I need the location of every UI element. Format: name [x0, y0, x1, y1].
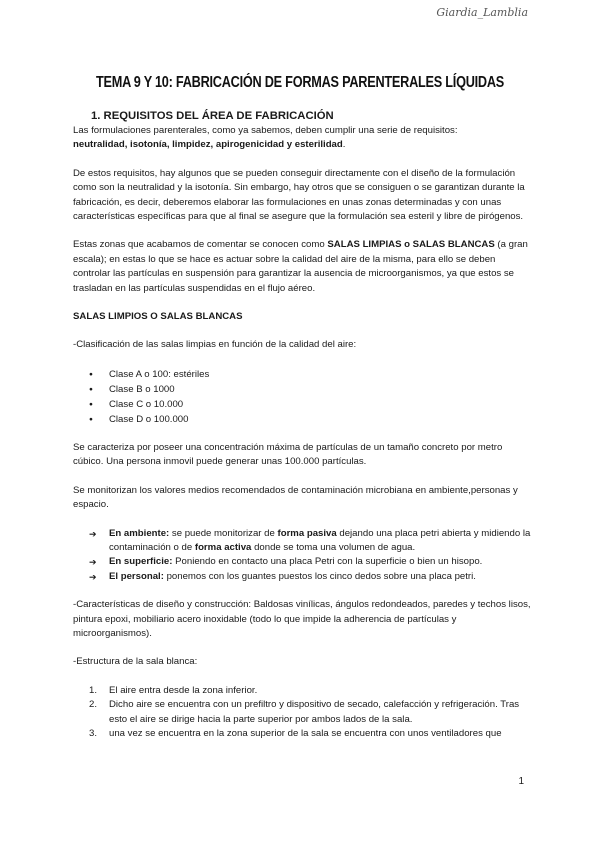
step-text: Dicho aire se encuentra con un prefiltro y dispositivo de secado, calefacción y refrigeración. Tras esto el aire se dirige hacia la parte superior por ambos lados de la sala.	[109, 699, 520, 725]
author-watermark: Giardia_Lamblia	[436, 6, 528, 19]
clean-rooms-text: (a gran escala); en estas lo que se hace es actuar sobre la calidad del aire de la misma, para ello se deben controlar las partículas en suspensión para garantizar la ausencia de microorganismos, ya que estos se trasladan en las partículas suspendidas en el flujo aéreo.	[73, 239, 528, 294]
list-item	[89, 684, 531, 698]
structure-intro: -Estructura de la sala blanca:	[73, 656, 198, 668]
item-text: dejando una placa petri abierta y midiendo la contaminación o de	[109, 527, 531, 553]
step-number: 1.	[89, 684, 98, 696]
classification-intro: -Clasificación de las salas limpias en función de la calidad del aire:	[73, 339, 357, 351]
subheading: SALAS LIMPIOS O SALAS BLANCAS	[73, 311, 243, 323]
paragraph-design-construction: -Características de diseño y construcción: Baldosas vinílicas, ángulos redondeados, paredes y techos lisos, pintura epoxi, mobiliario acero inoxidable (todo lo que impide la adherencia de partículas y microorganismos).	[73, 599, 531, 639]
paragraph-clean-rooms	[73, 238, 531, 296]
list-item: ● Clase A o 100: estériles	[89, 367, 531, 382]
page-title: TEMA 9 Y 10: FABRICACIÓN DE FORMAS PARENTERALES LÍQUIDAS	[95, 74, 505, 91]
clean-rooms-intro: Estas zonas que acabamos de comentar se conocen como	[73, 239, 328, 251]
step-number: 3.	[89, 727, 98, 739]
page-number: 1	[518, 776, 524, 787]
item-bold: forma pasiva	[277, 527, 337, 539]
list-item: ● Clase C o 10.000	[89, 397, 531, 412]
paragraph-monitoring: Se monitorizan los valores medios recomendados de contaminación microbiana en ambiente,personas y espacio.	[73, 484, 518, 511]
step-text: El aire entra desde la zona inferior.	[109, 684, 258, 696]
section-heading: 1. REQUISITOS DEL ÁREA DE FABRICACIÓN	[91, 110, 334, 122]
paragraph-design: De estos requisitos, hay algunos que se pueden conseguir directamente con el diseño de la formulación como son la neutralidad y la isotonía. Sin embargo, hay otros que se consiguen o se garantizan durante la fabricación, es decir, deberemos elaborar las formulaciones en unas zonas determinadas y con unas características específicas para que al final se asegure que la formulación sea esteril y libre de pirógenos.	[73, 167, 525, 223]
step-number: 2.	[89, 699, 98, 711]
item-text: ponemos con los guantes puestos los cinco dedos sobre una placa petri.	[163, 570, 476, 582]
clean-rooms-term: SALAS LIMPIAS o SALAS BLANCAS	[327, 239, 495, 251]
paragraph-requirements	[73, 124, 531, 153]
list-item: ● Clase D o 100.000	[89, 412, 531, 427]
item-bold: forma activa	[194, 541, 252, 553]
list-item	[89, 727, 531, 741]
item-text: Poniendo en contacto una placa Petri con la superficie o bien un hisopo.	[172, 556, 483, 568]
item-label: En superficie:	[109, 556, 173, 568]
requirements-period: .	[342, 139, 346, 151]
monitoring-list	[73, 527, 531, 585]
classes-list	[73, 367, 531, 427]
structure-steps	[73, 684, 531, 742]
document-body	[73, 108, 531, 741]
list-item: ● Clase B o 1000	[89, 382, 531, 397]
list-item	[89, 570, 531, 584]
list-item	[89, 555, 531, 569]
step-text: una vez se encuentra en la zona superior de la sala se encuentra con unos ventiladores que	[109, 727, 502, 739]
item-text: se puede monitorizar de	[169, 527, 278, 539]
item-text: donde se toma una volumen de agua.	[251, 541, 416, 553]
item-label: En ambiente:	[109, 527, 170, 539]
list-item	[89, 527, 531, 556]
requirements-text: Las formulaciones parenterales, como ya sabemos, deben cumplir una serie de requisitos:	[73, 125, 458, 136]
item-label: El personal:	[109, 570, 164, 582]
list-item	[89, 698, 531, 727]
paragraph-particles: Se caracteriza por poseer una concentración máxima de partículas de un tamaño concreto por metro cúbico. Una persona inmovil puede generar unas 100.000 partículas.	[73, 441, 503, 468]
requirements-list: neutralidad, isotonía, limpidez, apirogenicidad y esterilidad	[73, 139, 343, 151]
